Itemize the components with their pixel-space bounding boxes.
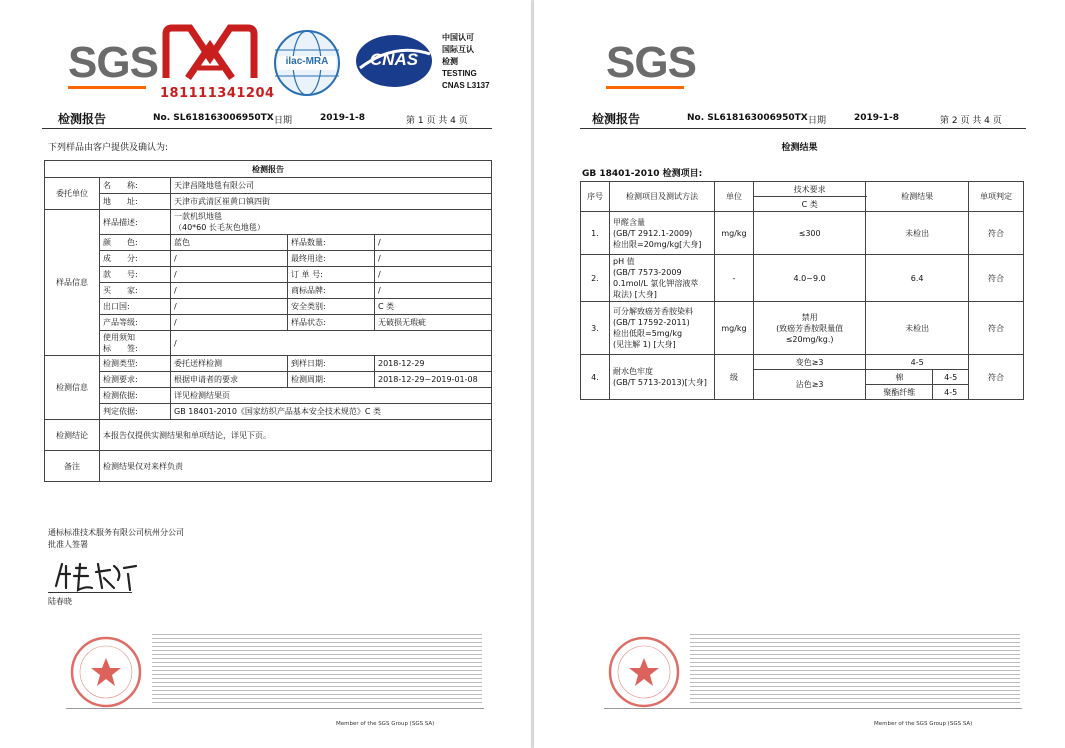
cnas-line: 国际互认 bbox=[442, 45, 474, 54]
test-type: 委托送样检测 bbox=[171, 356, 288, 372]
row-result: 未检出 bbox=[866, 212, 969, 255]
client-addr-label: 地 址: bbox=[100, 194, 171, 210]
report-number: No. SL618163006950TX bbox=[153, 113, 274, 123]
field-label: 出口国: bbox=[100, 299, 171, 315]
field-value: C 类 bbox=[375, 299, 492, 315]
test-period: 2018-12-29~2019-01-08 bbox=[375, 372, 492, 388]
row-judge: 符合 bbox=[969, 355, 1024, 400]
row-req: ≤300 bbox=[754, 212, 866, 255]
row-unit: 级 bbox=[715, 355, 754, 400]
report-page-2 bbox=[534, 0, 1065, 748]
col-header-req-sub: C 类 bbox=[754, 197, 866, 212]
row-no: 4. bbox=[581, 355, 610, 400]
row-result: 未检出 bbox=[866, 302, 969, 355]
client-section-label: 委托单位 bbox=[45, 178, 100, 210]
field-value: / bbox=[171, 283, 288, 299]
row-result: 6.4 bbox=[866, 255, 969, 302]
report-number: No. SL618163006950TX bbox=[687, 113, 808, 123]
conclusion-label: 检测结论 bbox=[45, 420, 100, 451]
item-line: 检出低限=5mg/kg bbox=[613, 329, 683, 338]
row-judge: 符合 bbox=[969, 212, 1024, 255]
sample-desc-line: 一款机织地毯 bbox=[174, 212, 222, 221]
ilac-text: ilac-MRA bbox=[285, 56, 329, 67]
color-change-req: 变色≥3 bbox=[754, 355, 866, 370]
table-row bbox=[45, 283, 492, 299]
report-title: 检测报告 bbox=[592, 112, 641, 126]
conclusion-text: 本报告仅提供实测结果和单项结论，详见下页。 bbox=[100, 420, 492, 451]
field-value: / bbox=[375, 283, 492, 299]
field-value: / bbox=[171, 299, 288, 315]
table-title: 检测报告 bbox=[45, 161, 492, 178]
item-line: (GB/T 5713-2013)[大身] bbox=[613, 378, 707, 387]
sgs-logo-text: SGS bbox=[68, 38, 158, 87]
field-value: / bbox=[375, 267, 492, 283]
test-type-label: 检测类型: bbox=[100, 356, 171, 372]
field-label: 买 家: bbox=[100, 283, 171, 299]
company-stamp-icon bbox=[66, 632, 146, 712]
judge-basis: GB 18401-2010《国家纺织产品基本安全技术规范》C 类 bbox=[171, 404, 492, 420]
stain-value: 4-5 bbox=[933, 370, 969, 385]
sample-desc-line: （40*60 长毛灰色地毯） bbox=[174, 223, 265, 232]
table-row bbox=[45, 251, 492, 267]
table-row bbox=[45, 315, 492, 331]
row-item bbox=[610, 255, 715, 302]
sample-section-label: 样品信息 bbox=[45, 210, 100, 356]
signer-name: 陆春晓 bbox=[48, 597, 72, 606]
report-info-table bbox=[44, 160, 492, 482]
stain-fiber: 聚酯纤维 bbox=[866, 385, 933, 400]
date-label: 日期 bbox=[808, 116, 827, 126]
field-label: 颜 色: bbox=[100, 235, 171, 251]
client-name-label: 名 称: bbox=[100, 178, 171, 194]
field-value: / bbox=[171, 251, 288, 267]
sample-desc-label: 样品描述: bbox=[100, 210, 171, 235]
field-value: 蓝色 bbox=[171, 235, 288, 251]
item-line: 取法) [大身] bbox=[613, 290, 657, 299]
row-judge: 符合 bbox=[969, 255, 1024, 302]
req-line: (致癌芳香胺限量值≤20mg/kg.) bbox=[776, 323, 844, 344]
req-line: 禁用 bbox=[801, 312, 818, 322]
report-date: 2019-1-8 bbox=[320, 113, 366, 123]
field-value: / bbox=[171, 315, 288, 331]
row-item bbox=[610, 302, 715, 355]
test-basis: 详见检测结果页 bbox=[171, 388, 492, 404]
cnas-line: 中国认可 bbox=[442, 33, 474, 42]
table-row bbox=[45, 235, 492, 251]
row-no: 2. bbox=[581, 255, 610, 302]
col-header-item: 检测项目及测试方法 bbox=[610, 182, 715, 212]
field-value: / bbox=[375, 235, 492, 251]
field-label: 成 分: bbox=[100, 251, 171, 267]
cnas-line: 检测 bbox=[442, 57, 458, 66]
row-no: 1. bbox=[581, 212, 610, 255]
usage-label bbox=[100, 331, 171, 356]
col-header-no: 序号 bbox=[581, 182, 610, 212]
judge-label: 判定依据: bbox=[100, 404, 171, 420]
cma-number: 181111341204 bbox=[160, 86, 275, 101]
row-unit: - bbox=[715, 255, 754, 302]
row-unit: mg/kg bbox=[715, 302, 754, 355]
terms-fine-print bbox=[152, 634, 482, 704]
sample-desc bbox=[171, 210, 492, 235]
table-row bbox=[581, 302, 1024, 355]
header-rule bbox=[42, 128, 492, 129]
results-table bbox=[580, 181, 1024, 400]
page-indicator: 第 2 页 共 4 页 bbox=[940, 116, 1002, 126]
client-addr: 天津市武清区崔黄口镇四街 bbox=[171, 194, 492, 210]
table-row bbox=[45, 267, 492, 283]
col-header-unit: 单位 bbox=[715, 182, 754, 212]
row-req bbox=[754, 302, 866, 355]
report-date: 2019-1-8 bbox=[854, 113, 900, 123]
results-section-title: 检测结果 bbox=[781, 143, 818, 153]
col-header-req: 技术要求 bbox=[754, 182, 866, 197]
row-req: 4.0~9.0 bbox=[754, 255, 866, 302]
standard-title: GB 18401-2010 检测项目: bbox=[582, 169, 703, 179]
item-line: 可分解致癌芳香胺染料 bbox=[613, 307, 693, 316]
intro-text: 下列样品由客户提供及确认为: bbox=[48, 143, 169, 153]
test-req-label: 检测要求: bbox=[100, 372, 171, 388]
footer-rule bbox=[66, 708, 484, 709]
client-name: 天津昌隆地毯有限公司 bbox=[171, 178, 492, 194]
field-value: / bbox=[375, 251, 492, 267]
table-row bbox=[45, 299, 492, 315]
field-label: 安全类别: bbox=[288, 299, 375, 315]
row-unit: mg/kg bbox=[715, 212, 754, 255]
cnas-accreditation-text bbox=[442, 32, 490, 92]
row-item bbox=[610, 355, 715, 400]
sgs-member-text: Member of the SGS Group (SGS SA) bbox=[336, 721, 435, 727]
row-no: 3. bbox=[581, 302, 610, 355]
item-line: (GB/T 7573-2009 bbox=[613, 268, 682, 277]
approver-label: 批准人签署 bbox=[48, 540, 88, 549]
item-line: 0.1mol/L 氯化钾溶液萃 bbox=[613, 279, 699, 288]
footer-block bbox=[66, 632, 484, 732]
header-rule bbox=[580, 128, 1026, 129]
period-label: 检测周期: bbox=[288, 372, 375, 388]
item-line: (见注解 1) [大身] bbox=[613, 340, 676, 349]
stain-value: 4-5 bbox=[933, 385, 969, 400]
sgs-logo bbox=[606, 38, 696, 89]
arrival-label: 到样日期: bbox=[288, 356, 375, 372]
item-line: 耐水色牢度 bbox=[613, 367, 653, 376]
field-label: 样品数量: bbox=[288, 235, 375, 251]
item-line: pH 值 bbox=[613, 257, 635, 266]
field-value: 无破损无瑕疵 bbox=[375, 315, 492, 331]
date-label: 日期 bbox=[274, 116, 293, 126]
usage-value: / bbox=[171, 331, 492, 356]
field-label: 最终用途: bbox=[288, 251, 375, 267]
test-section-label: 检测信息 bbox=[45, 356, 100, 420]
remark-label: 备注 bbox=[45, 451, 100, 482]
company-stamp-icon bbox=[604, 632, 684, 712]
row-item bbox=[610, 212, 715, 255]
col-header-judge: 单项判定 bbox=[969, 182, 1024, 212]
cma-logo bbox=[160, 24, 275, 101]
field-label: 订 单 号: bbox=[288, 267, 375, 283]
color-change-result: 4-5 bbox=[866, 355, 969, 370]
field-label: 款 号: bbox=[100, 267, 171, 283]
row-judge: 符合 bbox=[969, 302, 1024, 355]
arrival-date: 2018-12-29 bbox=[375, 356, 492, 372]
stain-fiber: 棉 bbox=[866, 370, 933, 385]
signature-line bbox=[48, 592, 132, 593]
usage-label-line: 使用须知 bbox=[103, 333, 135, 342]
page-indicator: 第 1 页 共 4 页 bbox=[406, 116, 468, 126]
cnas-line: TESTING bbox=[442, 69, 477, 78]
table-row bbox=[581, 355, 1024, 370]
sgs-member-text: Member of the SGS Group (SGS SA) bbox=[874, 721, 973, 727]
field-label: 商标品牌: bbox=[288, 283, 375, 299]
terms-fine-print bbox=[690, 634, 1020, 704]
table-row bbox=[581, 212, 1024, 255]
report-title: 检测报告 bbox=[58, 112, 107, 126]
field-label: 样品状态: bbox=[288, 315, 375, 331]
cnas-line: CNAS L3137 bbox=[442, 81, 490, 90]
cnas-text: CNAS bbox=[369, 50, 419, 69]
remark-text: 检测结果仅对来样负责 bbox=[100, 451, 492, 482]
ilac-mra-logo bbox=[272, 28, 342, 98]
item-line: 甲醛含量 bbox=[613, 217, 645, 227]
field-value: / bbox=[171, 267, 288, 283]
field-label: 产品等级: bbox=[100, 315, 171, 331]
table-row bbox=[581, 255, 1024, 302]
test-req: 根据申请者的要求 bbox=[171, 372, 288, 388]
item-line: 检出限=20mg/kg[大身] bbox=[613, 239, 702, 249]
cnas-logo bbox=[354, 32, 434, 90]
sgs-logo bbox=[68, 38, 158, 89]
cma-mark-icon bbox=[160, 24, 260, 84]
report-page-1 bbox=[0, 0, 531, 748]
usage-label-line: 标 签: bbox=[103, 344, 138, 353]
footer-block bbox=[604, 632, 1022, 732]
col-header-result: 检测结果 bbox=[866, 182, 969, 212]
sgs-logo-text: SGS bbox=[606, 38, 696, 87]
item-line: (GB/T 17592-2011) bbox=[613, 318, 690, 327]
item-line: (GB/T 2912.1-2009) bbox=[613, 228, 693, 238]
footer-rule bbox=[604, 708, 1022, 709]
staining-req: 沾色≥3 bbox=[754, 370, 866, 400]
signature-icon bbox=[52, 558, 142, 594]
basis-label: 检测依据: bbox=[100, 388, 171, 404]
company-name: 通标标准技术服务有限公司杭州分公司 bbox=[48, 528, 184, 537]
